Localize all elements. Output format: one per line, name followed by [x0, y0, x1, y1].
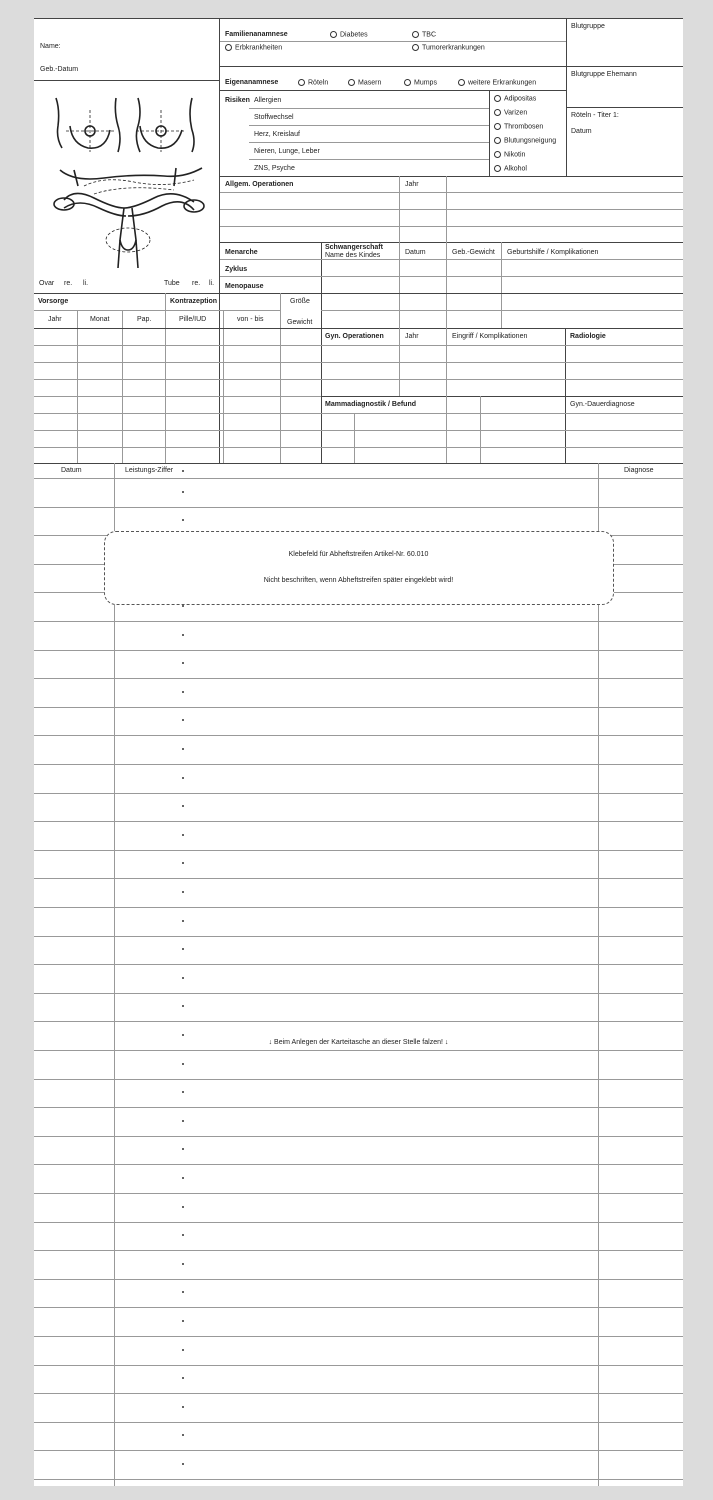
- journal-row-line: [34, 764, 683, 765]
- sticker-line1: Klebefeld für Abheftstreifen Artikel-Nr. 60.010: [288, 551, 429, 558]
- divider: [249, 142, 489, 143]
- journal-row-line: [34, 735, 683, 736]
- check-masern[interactable]: Masern: [348, 79, 381, 86]
- divider: [220, 293, 683, 294]
- dot-marker: [182, 1349, 184, 1351]
- roeteln-datum-label[interactable]: Datum: [571, 128, 592, 135]
- divider: [34, 328, 321, 329]
- dot-marker: [182, 834, 184, 836]
- risk-stoffwechsel[interactable]: Stoffwechsel: [254, 114, 294, 121]
- divider: [321, 259, 683, 260]
- divider: [34, 379, 321, 380]
- divider: [446, 242, 447, 328]
- anatomy-diagram: [44, 90, 214, 270]
- divider: [223, 310, 224, 463]
- divider: [34, 293, 219, 294]
- schwangerschaft-title: Schwangerschaft: [325, 244, 383, 251]
- roeteln-titer-label[interactable]: Röteln - Titer 1:: [571, 112, 619, 119]
- dot-marker: [182, 1406, 184, 1408]
- divider: [566, 107, 683, 108]
- check-mumps[interactable]: Mumps: [404, 79, 437, 86]
- journal-row-line: [34, 1193, 683, 1194]
- check-adipositas[interactable]: Adipositas: [494, 95, 536, 102]
- sticker-line2: Nicht beschriften, wenn Abheftstreifen später eingeklebt wird!: [263, 577, 454, 584]
- kontrazeption-title: Kontrazeption: [170, 298, 218, 305]
- dot-marker: [182, 891, 184, 893]
- check-varizen[interactable]: Varizen: [494, 109, 527, 116]
- dot-marker: [182, 1377, 184, 1379]
- zyklus-label[interactable]: Zyklus: [225, 266, 248, 273]
- journal-datum-header: Datum: [61, 467, 82, 474]
- divider: [598, 463, 599, 1486]
- journal-row-line: [34, 1050, 683, 1051]
- journal-row-line: [34, 650, 683, 651]
- groesse-label: Größe: [290, 298, 310, 305]
- divider: [220, 192, 683, 193]
- divider: [321, 447, 683, 448]
- dot-marker: [182, 948, 184, 950]
- journal-row-line: [34, 621, 683, 622]
- journal-row-line: [34, 678, 683, 679]
- divider: [220, 90, 566, 91]
- ovar-li: li.: [83, 280, 89, 287]
- allgem-operationen-jahr: Jahr: [405, 181, 419, 188]
- divider: [34, 430, 321, 431]
- familienanamnese-title: Familienanamnese: [225, 31, 288, 38]
- vorsorge-col-pille: Pille/IUD: [179, 316, 207, 323]
- dot-marker: [182, 634, 184, 636]
- journal-ziffer-header: Leistungs-Ziffer: [125, 467, 174, 474]
- journal-row-line: [34, 1079, 683, 1080]
- check-blutungsneigung[interactable]: Blutungsneigung: [494, 137, 556, 144]
- divider: [249, 108, 489, 109]
- blutgruppe-label[interactable]: Blutgruppe: [571, 23, 605, 30]
- divider: [321, 345, 683, 346]
- dot-marker: [182, 1034, 184, 1036]
- check-tumorerkrankungen[interactable]: Tumorerkrankungen: [412, 44, 485, 51]
- journal-row-line: [34, 850, 683, 851]
- divider: [321, 430, 683, 431]
- dot-marker: [182, 1091, 184, 1093]
- journal-row-line: [34, 507, 683, 508]
- journal-row-line: [34, 1479, 683, 1480]
- schwangerschaft-gewicht: Geb.-Gewicht: [452, 249, 495, 256]
- dot-marker: [182, 777, 184, 779]
- tube-label: Tube: [164, 280, 180, 287]
- dot-marker: [182, 1320, 184, 1322]
- dot-marker: [182, 805, 184, 807]
- schwangerschaft-geburtshilfe: Geburtshilfe / Komplikationen: [507, 249, 599, 256]
- divider: [34, 463, 683, 464]
- divider: [220, 276, 321, 277]
- journal-row-line: [34, 1250, 683, 1251]
- journal-row-line: [34, 1365, 683, 1366]
- check-thrombosen[interactable]: Thrombosen: [494, 123, 543, 130]
- journal-row-line: [34, 1222, 683, 1223]
- dot-marker: [182, 491, 184, 493]
- divider: [354, 413, 355, 463]
- sticker-area: [104, 531, 614, 605]
- divider: [34, 362, 321, 363]
- journal-row-line: [34, 878, 683, 879]
- divider: [122, 310, 123, 463]
- mammadiagnostik-title: Mammadiagnostik / Befund: [325, 401, 417, 408]
- dot-marker: [182, 719, 184, 721]
- journal-row-line: [34, 1021, 683, 1022]
- gyn-operationen-title: Gyn. Operationen: [325, 333, 384, 340]
- divider: [321, 310, 683, 311]
- dot-marker: [182, 977, 184, 979]
- schwangerschaft-subtitle: Name des Kindes: [325, 252, 381, 259]
- journal-row-line: [34, 1164, 683, 1165]
- fold-note: ↓ Beim Anlegen der Karteitasche an dieser Stelle falzen! ↓: [268, 1039, 449, 1046]
- divider: [220, 242, 683, 243]
- journal-row-line: [34, 1336, 683, 1337]
- dot-marker: [182, 1463, 184, 1465]
- journal-row-line: [34, 1107, 683, 1108]
- journal-row-line: [34, 907, 683, 908]
- check-weitere[interactable]: weitere Erkrankungen: [458, 79, 536, 86]
- divider: [220, 209, 683, 210]
- journal-row-line: [34, 993, 683, 994]
- tube-li: li.: [209, 280, 215, 287]
- ovar-label: Ovar: [39, 280, 55, 287]
- schwangerschaft-datum: Datum: [405, 249, 426, 256]
- vorsorge-col-monat: Monat: [90, 316, 110, 323]
- dot-marker: [182, 605, 184, 607]
- vorsorge-col-jahr: Jahr: [48, 316, 62, 323]
- journal-row-line: [34, 793, 683, 794]
- dob-label[interactable]: Geb.-Datum: [40, 66, 79, 73]
- risiken-title: Risiken: [225, 97, 250, 104]
- dot-marker: [182, 1063, 184, 1065]
- divider: [399, 242, 400, 328]
- journal-row-line: [34, 1393, 683, 1394]
- divider: [321, 362, 683, 363]
- dot-marker: [182, 519, 184, 521]
- dot-marker: [182, 1234, 184, 1236]
- ovar-re: re.: [64, 280, 73, 287]
- vorsorge-title: Vorsorge: [38, 298, 69, 305]
- divider: [566, 66, 683, 67]
- journal-row-line: [34, 964, 683, 965]
- tube-re: re.: [192, 280, 201, 287]
- allgem-operationen-title: Allgem. Operationen: [225, 181, 294, 188]
- journal-row-line: [34, 707, 683, 708]
- radiologie-title: Radiologie: [570, 333, 606, 340]
- eigenanamnese-title: Eigenanamnese: [225, 79, 279, 86]
- journal-row-line: [34, 936, 683, 937]
- dot-marker: [182, 1005, 184, 1007]
- divider: [34, 80, 219, 81]
- divider: [34, 396, 321, 397]
- dauerdiagnose-title: Gyn.-Dauerdiagnose: [570, 401, 635, 408]
- menarche-label[interactable]: Menarche: [225, 249, 258, 256]
- dot-marker: [182, 1291, 184, 1293]
- divider: [34, 478, 683, 479]
- vorsorge-col-vonbis: von - bis: [237, 316, 264, 323]
- risk-nieren[interactable]: Nieren, Lunge, Leber: [254, 148, 320, 155]
- divider: [249, 159, 489, 160]
- dot-marker: [182, 748, 184, 750]
- journal-row-line: [34, 1279, 683, 1280]
- check-alkohol[interactable]: Alkohol: [494, 165, 527, 172]
- journal-diagnose-header: Diagnose: [624, 467, 654, 474]
- gyn-jahr: Jahr: [405, 333, 419, 340]
- divider: [220, 259, 321, 260]
- check-erbkrankheiten[interactable]: Erbkrankheiten: [225, 44, 282, 51]
- risk-herz[interactable]: Herz, Kreislauf: [254, 131, 300, 138]
- divider: [321, 379, 683, 380]
- top-border: [34, 18, 683, 19]
- blutgruppe-ehemann-label[interactable]: Blutgruppe Ehemann: [571, 71, 637, 78]
- divider: [249, 125, 489, 126]
- dot-marker: [182, 920, 184, 922]
- journal-row-line: [34, 1422, 683, 1423]
- check-roeteln[interactable]: Röteln: [298, 79, 328, 86]
- journal-row-line: [34, 821, 683, 822]
- name-label[interactable]: Name:: [40, 43, 61, 50]
- vorsorge-col-pap: Pap.: [137, 316, 152, 323]
- risk-allergien[interactable]: Allergien: [254, 97, 282, 104]
- divider: [280, 293, 281, 463]
- divider: [321, 276, 683, 277]
- dot-marker: [182, 1206, 184, 1208]
- divider: [34, 413, 321, 414]
- divider: [34, 345, 321, 346]
- divider: [220, 226, 683, 227]
- divider: [34, 310, 280, 311]
- divider: [165, 293, 166, 463]
- patient-card: [34, 18, 683, 1486]
- dot-marker: [182, 1120, 184, 1122]
- check-nikotin[interactable]: Nikotin: [494, 151, 525, 158]
- divider: [321, 413, 683, 414]
- divider: [321, 328, 683, 329]
- divider: [220, 176, 683, 177]
- divider: [566, 18, 567, 176]
- check-diabetes[interactable]: Diabetes: [330, 31, 368, 38]
- dot-marker: [182, 862, 184, 864]
- divider: [321, 396, 683, 397]
- divider: [34, 447, 321, 448]
- dot-marker: [182, 1263, 184, 1265]
- menopause-label[interactable]: Menopause: [225, 283, 264, 290]
- divider: [501, 242, 502, 328]
- dot-marker: [182, 691, 184, 693]
- dot-marker: [182, 662, 184, 664]
- dot-marker: [182, 1177, 184, 1179]
- check-tbc[interactable]: TBC: [412, 31, 436, 38]
- journal-row-line: [34, 1136, 683, 1137]
- journal-row-line: [34, 1307, 683, 1308]
- dot-marker: [182, 470, 184, 472]
- journal-row-line: [34, 1450, 683, 1451]
- divider: [220, 66, 566, 67]
- gewicht-label: Gewicht: [287, 319, 313, 326]
- dot-marker: [182, 1148, 184, 1150]
- dot-marker: [182, 1434, 184, 1436]
- divider: [77, 310, 78, 463]
- divider: [114, 463, 115, 1486]
- divider: [220, 41, 566, 42]
- gyn-eingriff: Eingriff / Komplikationen: [452, 333, 528, 340]
- risk-zns[interactable]: ZNS, Psyche: [254, 165, 295, 172]
- divider: [489, 90, 490, 176]
